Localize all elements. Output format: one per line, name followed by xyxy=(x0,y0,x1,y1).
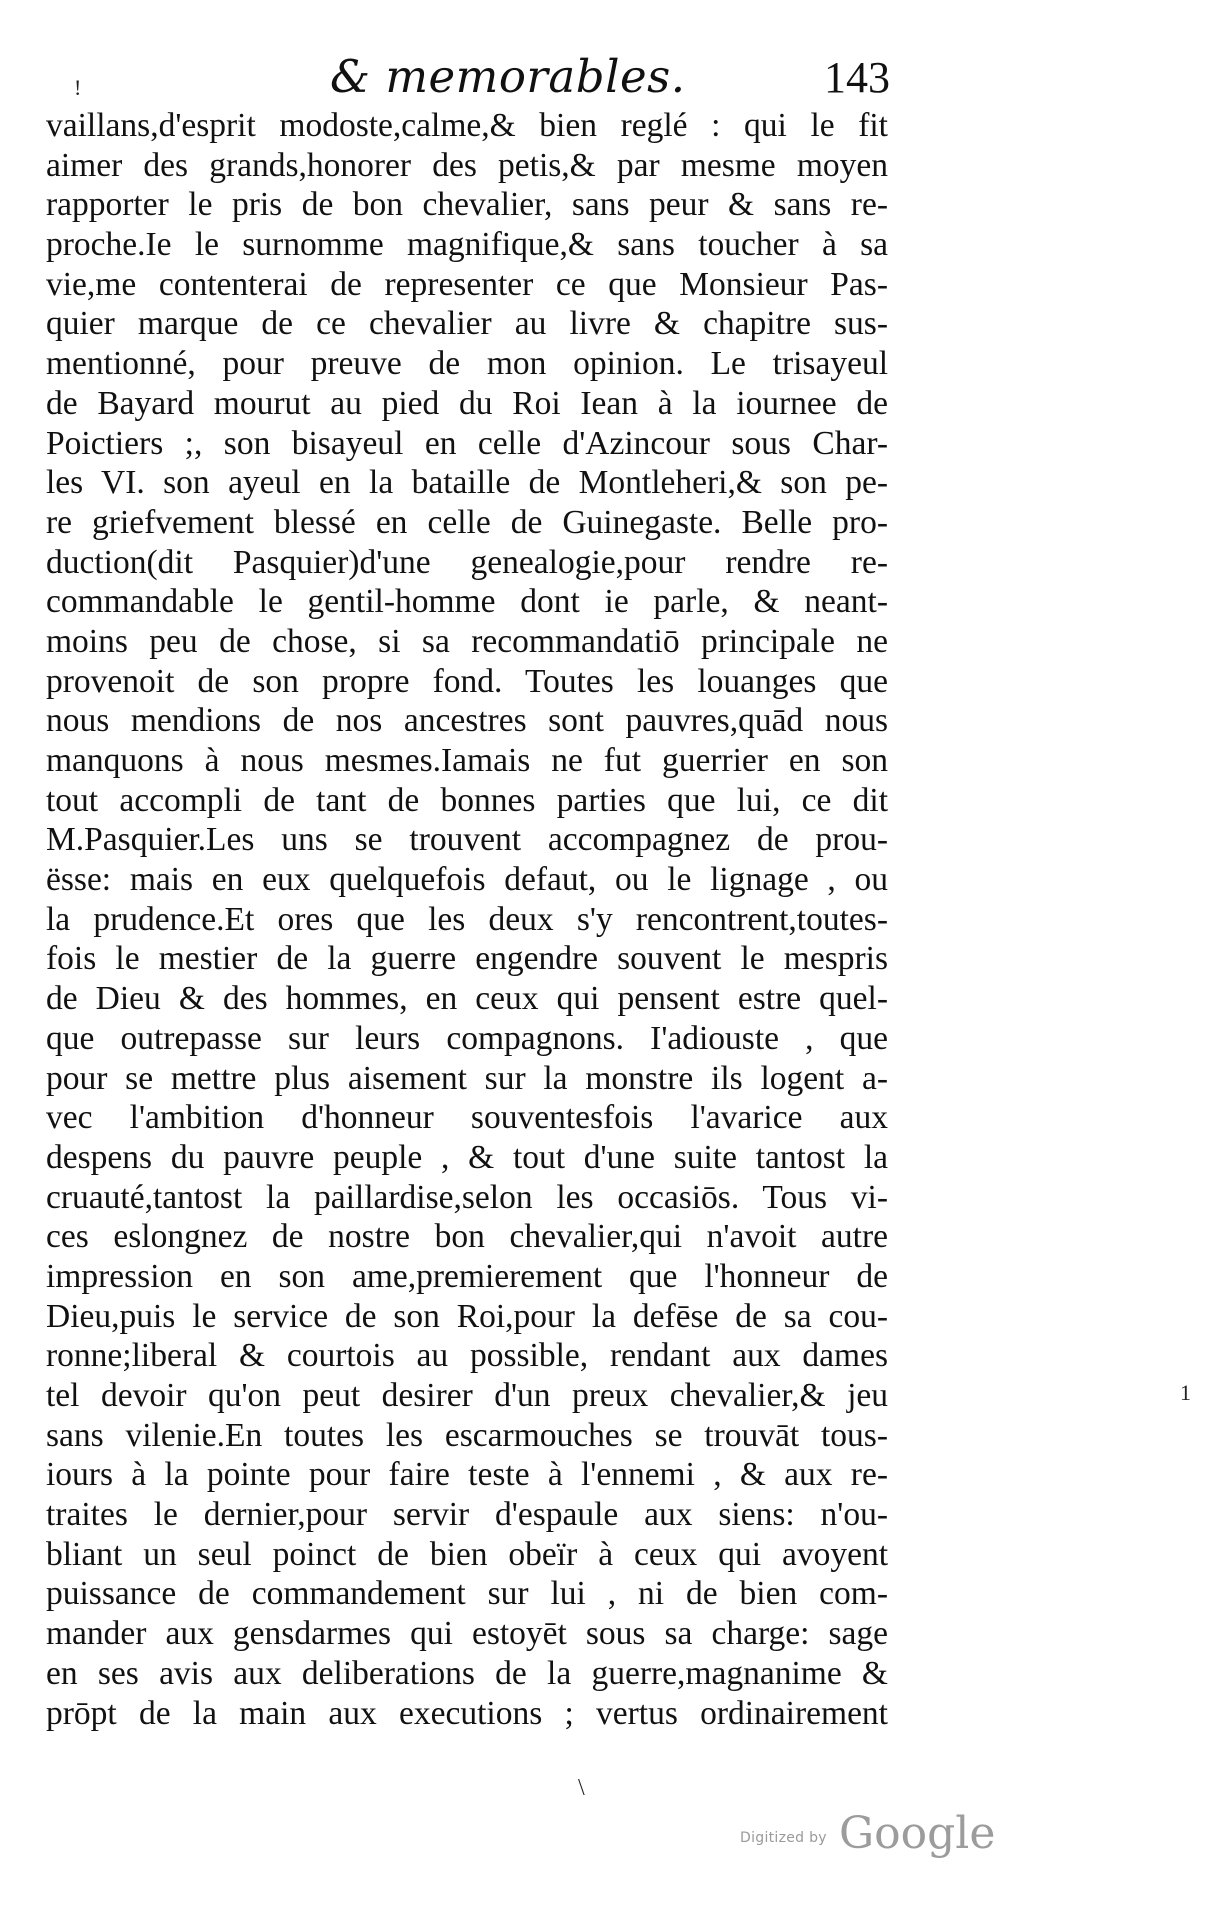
text-line: despens du pauvre peuple , & tout d'une suite tantost la xyxy=(46,1138,888,1176)
margin-mark-bottom: \ xyxy=(578,1775,585,1801)
text-line: quier marque de ce chevalier au livre & chapitre sus- xyxy=(46,305,888,343)
text-line: ësse: mais en eux quelquefois defaut, ou le lignage , ou xyxy=(46,861,888,899)
text-line: vaillans,d'esprit modoste,calme,& bien reglé : qui le fit xyxy=(46,107,888,144)
text-line: vec l'ambition d'honneur souventesfois l'avarice aux xyxy=(46,1099,888,1137)
page-number: 143 xyxy=(824,53,890,102)
text-line: en ses avis aux deliberations de la guerre,magnanime & xyxy=(46,1654,888,1692)
text-line: bliant un seul poinct de bien obeïr à ceux qui avoyent xyxy=(46,1535,888,1573)
running-title: & memorables. xyxy=(330,50,686,103)
text-line: vie,me contenterai de representer ce que Monsieur Pas- xyxy=(46,265,888,303)
text-line: manquons à nous mesmes.Iamais ne fut guerrier en son xyxy=(46,742,888,779)
text-line: duction(dit Pasquier)d'une genealogie,pour rendre re- xyxy=(46,543,888,581)
text-line: provenoit de son propre fond. Toutes les louanges que xyxy=(46,662,888,700)
text-line: iours à la pointe pour faire teste à l'ennemi , & aux re- xyxy=(46,1456,888,1494)
text-line: puissance de commandement sur lui , ni de bien com- xyxy=(46,1575,888,1613)
text-line: proche.Ie le surnomme magnifique,& sans toucher à sa xyxy=(46,226,888,264)
text-line: mander aux gensdarmes qui estoyēt sous sa charge: sage xyxy=(46,1615,888,1653)
running-head xyxy=(330,50,890,110)
text-line: que outrepasse sur leurs compagnons. I'adiouste , que xyxy=(46,1019,888,1057)
text-line: mentionné, pour preuve de mon opinion. Le trisayeul xyxy=(46,345,888,383)
text-line: tout accompli de tant de bonnes parties que lui, ce dit xyxy=(46,781,888,819)
text-line: tel devoir qu'on peut desirer d'un preux chevalier,& jeu xyxy=(46,1377,888,1414)
text-line: impression en son ame,premierement que l'honneur de xyxy=(46,1257,888,1295)
text-line: ronne;liberal & courtois au possible, rendant aux dames xyxy=(46,1337,888,1375)
text-line: de Dieu & des hommes, en ceux qui pensent estre quel- xyxy=(46,980,888,1018)
text-line: de Bayard mourut au pied du Roi Iean à la iournee de xyxy=(46,384,888,422)
margin-mark-left: ! xyxy=(74,75,82,100)
text-line: fois le mestier de la guerre engendre souvent le mespris xyxy=(46,940,888,978)
text-line: aimer des grands,honorer des petis,& par mesme moyen xyxy=(46,146,888,184)
text-line: la prudence.Et ores que les deux s'y rencontrent,toutes- xyxy=(46,900,888,938)
text-line: les VI. son ayeul en la bataille de Montleheri,& son pe- xyxy=(46,464,888,502)
text-line: prōpt de la main aux executions ; vertus ordinairement xyxy=(46,1694,888,1732)
text-line: cruauté,tantost la paillardise,selon les occasiōs. Tous vi- xyxy=(46,1178,888,1216)
margin-mark-right: 1 xyxy=(1180,1380,1191,1405)
body-text xyxy=(46,106,888,1733)
text-line: ces eslongnez de nostre bon chevalier,qui n'avoit autre xyxy=(46,1218,888,1256)
text-line: moins peu de chose, si sa recommandatiō principale ne xyxy=(46,622,888,660)
text-line: traites le dernier,pour servir d'espaule aux siens: n'ou- xyxy=(46,1496,888,1534)
text-line: M.Pasquier.Les uns se trouvent accompagnez de prou- xyxy=(46,821,888,859)
text-line: Dieu,puis le service de son Roi,pour la defēse de sa cou- xyxy=(46,1297,888,1335)
text-line: nous mendions de nos ancestres sont pauvres,quād nous xyxy=(46,702,888,740)
text-line: pour se mettre plus aisement sur la monstre ils logent a- xyxy=(46,1059,888,1097)
watermark-prefix: Digitized by xyxy=(740,1830,827,1846)
digitization-watermark xyxy=(740,1808,1000,1858)
text-line: sans vilenie.En toutes les escarmouches se trouvāt tous- xyxy=(46,1416,888,1454)
text-line: re griefvement blessé en celle de Guinegaste. Belle pro- xyxy=(46,503,888,541)
text-line: rapporter le pris de bon chevalier, sans peur & sans re- xyxy=(46,186,888,224)
text-line: Poictiers ;, son bisayeul en celle d'Azincour sous Char- xyxy=(46,424,888,462)
text-line: commandable le gentil-homme dont ie parle, & neant- xyxy=(46,583,888,621)
google-logo: Google xyxy=(839,1808,996,1859)
